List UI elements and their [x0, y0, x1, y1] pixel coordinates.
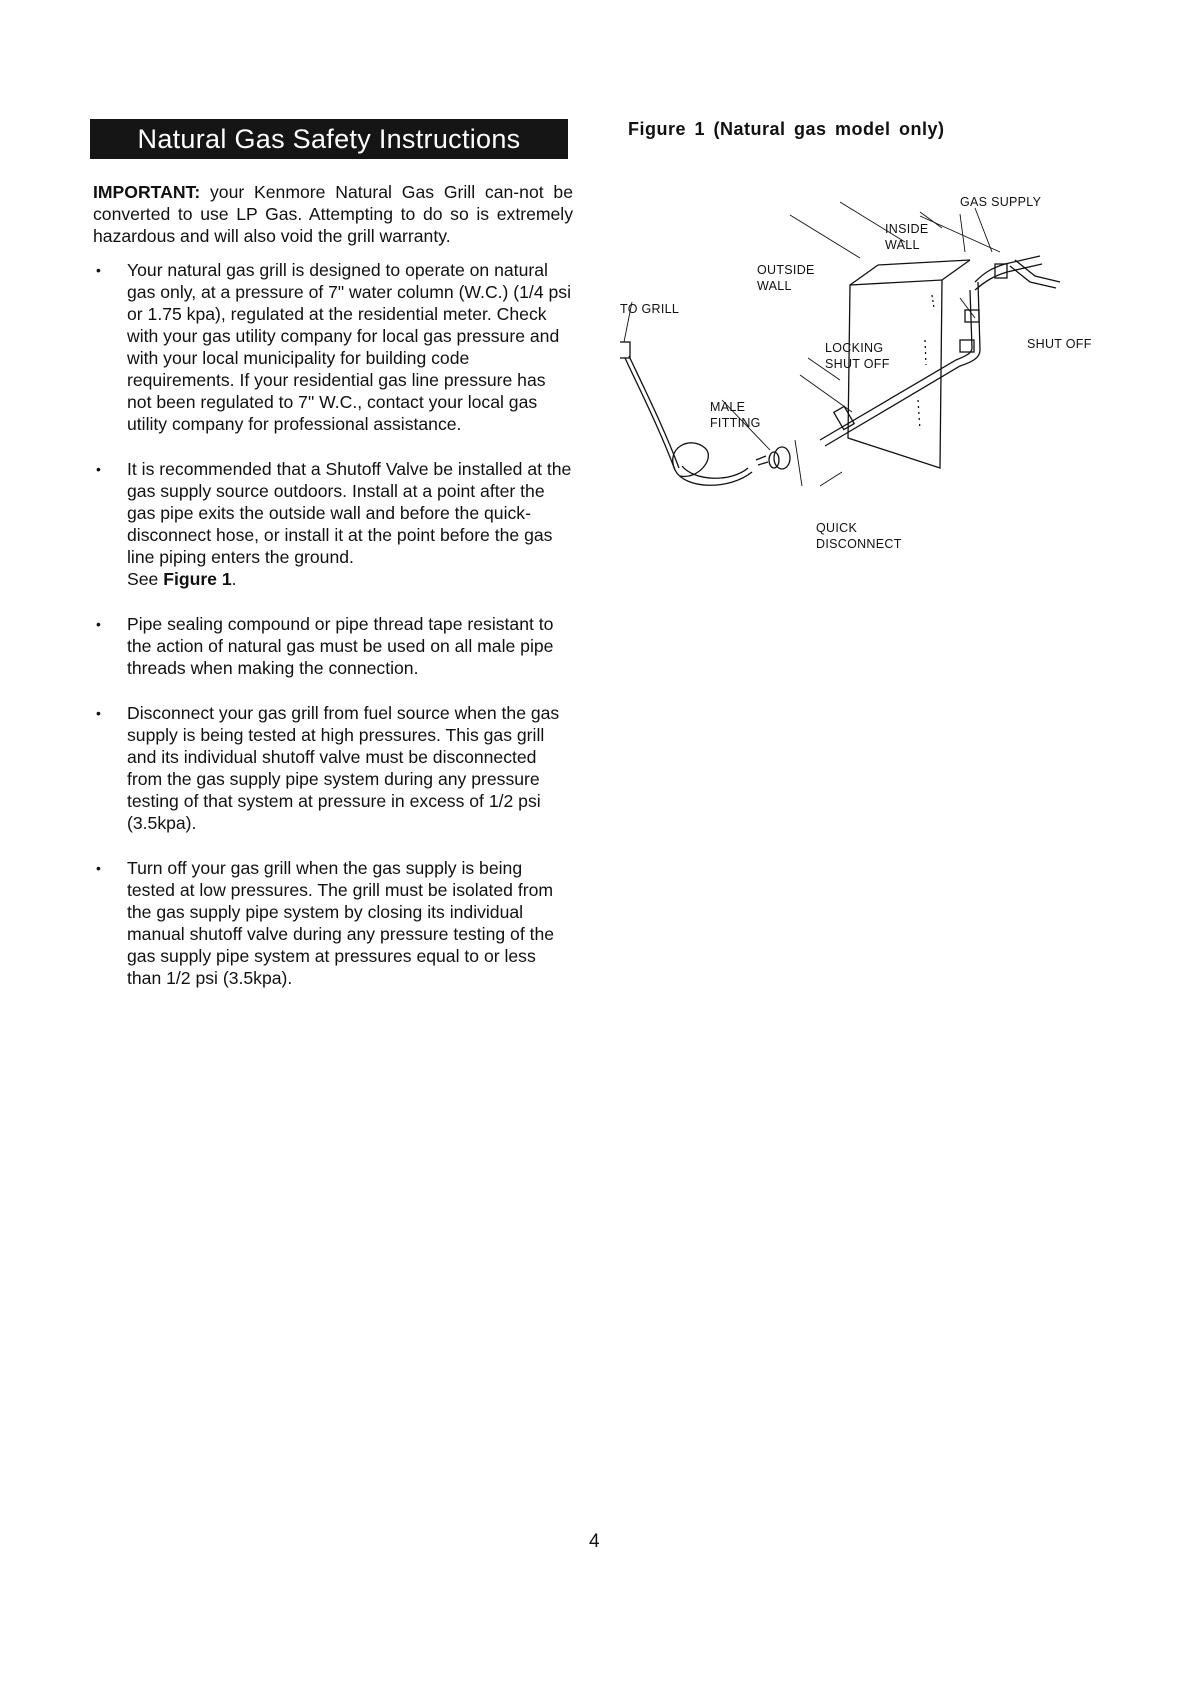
bullet-text: Turn off your gas grill when the gas supply is being tested at low pressures. The grill must be isolated from the gas supply pipe system by closing its individual manual shutoff valve during any pressure testing of the gas supply pipe system at pressures equal to or less than 1/2 psi (3.5kpa). — [127, 858, 555, 988]
safety-bullet-list — [93, 259, 573, 989]
label-male-1: MALE — [710, 400, 746, 414]
bullet-icon: • — [96, 461, 101, 477]
list-item — [93, 702, 573, 834]
label-quick-2: DISCONNECT — [816, 537, 902, 551]
gas-connection-diagram — [620, 190, 1120, 570]
section-title: Natural Gas Safety Instructions — [90, 119, 568, 159]
bullet-text: Pipe sealing compound or pipe thread tape resistant to the action of natural gas must be used on all male pipe threads when making the connection. — [127, 614, 554, 678]
list-item — [93, 458, 573, 590]
instructions-column — [93, 181, 573, 1012]
leader-lines — [624, 202, 1000, 486]
list-item — [93, 259, 573, 435]
list-item — [93, 613, 573, 679]
important-notice — [93, 181, 573, 247]
see-prefix: See — [127, 569, 164, 589]
important-text: your Kenmore Natural Gas Grill can-not be converted to use LP Gas. Attempting to do so is extremely hazardous and will also void the grill warranty. — [93, 182, 573, 246]
label-male-2: FITTING — [710, 416, 761, 430]
bullet-text: It is recommended that a Shutoff Valve be installed at the gas supply source outdoors. Install at a point after the gas pipe exits the outside wall and before the quick-disconnect hose, or install it at the point before the gas line piping enters the ground. — [127, 459, 572, 567]
label-locking-2: SHUT OFF — [825, 357, 890, 371]
label-quick-1: QUICK — [816, 521, 858, 535]
label-outside-wall-2: WALL — [757, 279, 792, 293]
bullet-icon: • — [96, 860, 101, 876]
gas-connection-svg — [620, 190, 1120, 570]
label-inside-wall-1: INSIDE — [885, 222, 929, 236]
list-item — [93, 857, 573, 989]
important-label: IMPORTANT: — [93, 182, 201, 202]
label-inside-wall-2: WALL — [885, 238, 920, 252]
label-to-grill: TO GRILL — [620, 302, 680, 316]
label-locking-1: LOCKING — [825, 341, 884, 355]
label-outside-wall-1: OUTSIDE — [757, 263, 815, 277]
label-gas-supply: GAS SUPPLY — [960, 195, 1042, 209]
see-suffix: . — [231, 569, 237, 589]
figure-caption: Figure 1 (Natural gas model only) — [628, 119, 945, 139]
bullet-text: Your natural gas grill is designed to operate on natural gas only, at a pressure of 7" water column (W.C.) (1/4 psi or 1.75 kpa), regulated at the residential meter. Check with your gas utility company for local gas pressure and with your local municipality for building code requirements. If your residential gas line pressure has not been regulated to 7" W.C., contact your local gas utility company for professional assistance. — [127, 260, 571, 434]
page-number: 4 — [589, 1531, 600, 1552]
bullet-icon: • — [96, 616, 101, 632]
bullet-icon: • — [96, 705, 101, 721]
label-shut-off: SHUT OFF — [1027, 337, 1092, 351]
bullet-text: Disconnect your gas grill from fuel source when the gas supply is being tested at high pressures. This gas grill and its individual shutoff valve must be disconnected from the gas supply pipe system during any pressure testing of that system at pressure in excess of 1/2 psi (3.5kpa). — [127, 703, 560, 833]
bullet-icon: • — [96, 262, 101, 278]
figure-reference: Figure 1 — [163, 569, 232, 589]
